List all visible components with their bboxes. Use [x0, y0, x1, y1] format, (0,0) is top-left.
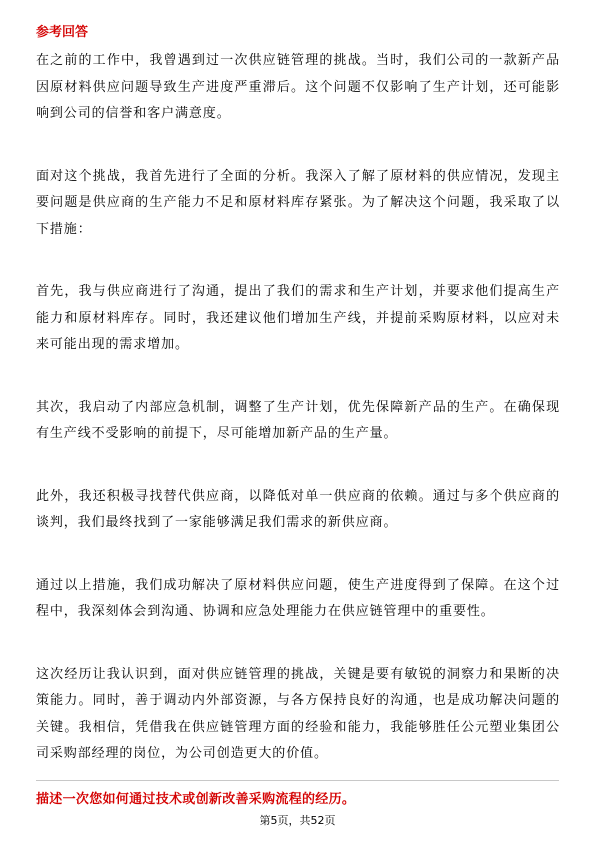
answer-paragraph-2: 面对这个挑战，我首先进行了全面的分析。我深入了解了原材料的供应情况，发现主要问题是供应商的生产能力不足和原材料库存紧张。为了解决这个问题，我采取了以下措施： — [36, 168, 560, 237]
answer-paragraph-1: 在之前的工作中，我曾遇到过一次供应链管理的挑战。当时，我们公司的一款新产品因原材料供应问题导致生产进度严重滞后。这个问题不仅影响了生产计划，还可能影响到公司的信誉和客户满意度。 — [36, 53, 560, 121]
answer-body — [36, 48, 560, 804]
answer-paragraph-7: 这次经历让我认识到，面对供应链管理的挑战，关键是要有敏锐的洞察力和果断的决策能力。同时，善于调动内外部资源，与各方保持良好的沟通，也是成功解决问题的关键。我相信，凭借我在供应链管理方面的经验和能力，我能够胜任公元塑业集团公司采购部经理的岗位，为公司创造更大的价值。 — [36, 666, 560, 761]
next-question: 描述一次您如何通过技术或创新改善采购流程的经历。 — [36, 792, 356, 807]
page-indicator: 第5页，共52页 — [259, 814, 336, 827]
section-heading: 参考回答 — [36, 25, 89, 40]
section-divider — [36, 780, 559, 781]
answer-paragraph-4: 其次，我启动了内部应急机制，调整了生产计划，优先保障新产品的生产。在确保现有生产线不受影响的前提下，尽可能增加新产品的生产量。 — [36, 399, 560, 441]
answer-paragraph-6: 通过以上措施，我们成功解决了原材料供应问题，使生产进度得到了保障。在这个过程中，我深刻体会到沟通、协调和应急处理能力在供应链管理中的重要性。 — [36, 577, 560, 619]
answer-paragraph-5: 此外，我还积极寻找替代供应商，以降低对单一供应商的依赖。通过与多个供应商的谈判，我们最终找到了一家能够满足我们需求的新供应商。 — [36, 488, 560, 530]
answer-paragraph-3: 首先，我与供应商进行了沟通，提出了我们的需求和生产计划，并要求他们提高生产能力和原材料库存。同时，我还建议他们增加生产线，并提前采购原材料，以应对未来可能出现的需求增加。 — [36, 284, 560, 352]
